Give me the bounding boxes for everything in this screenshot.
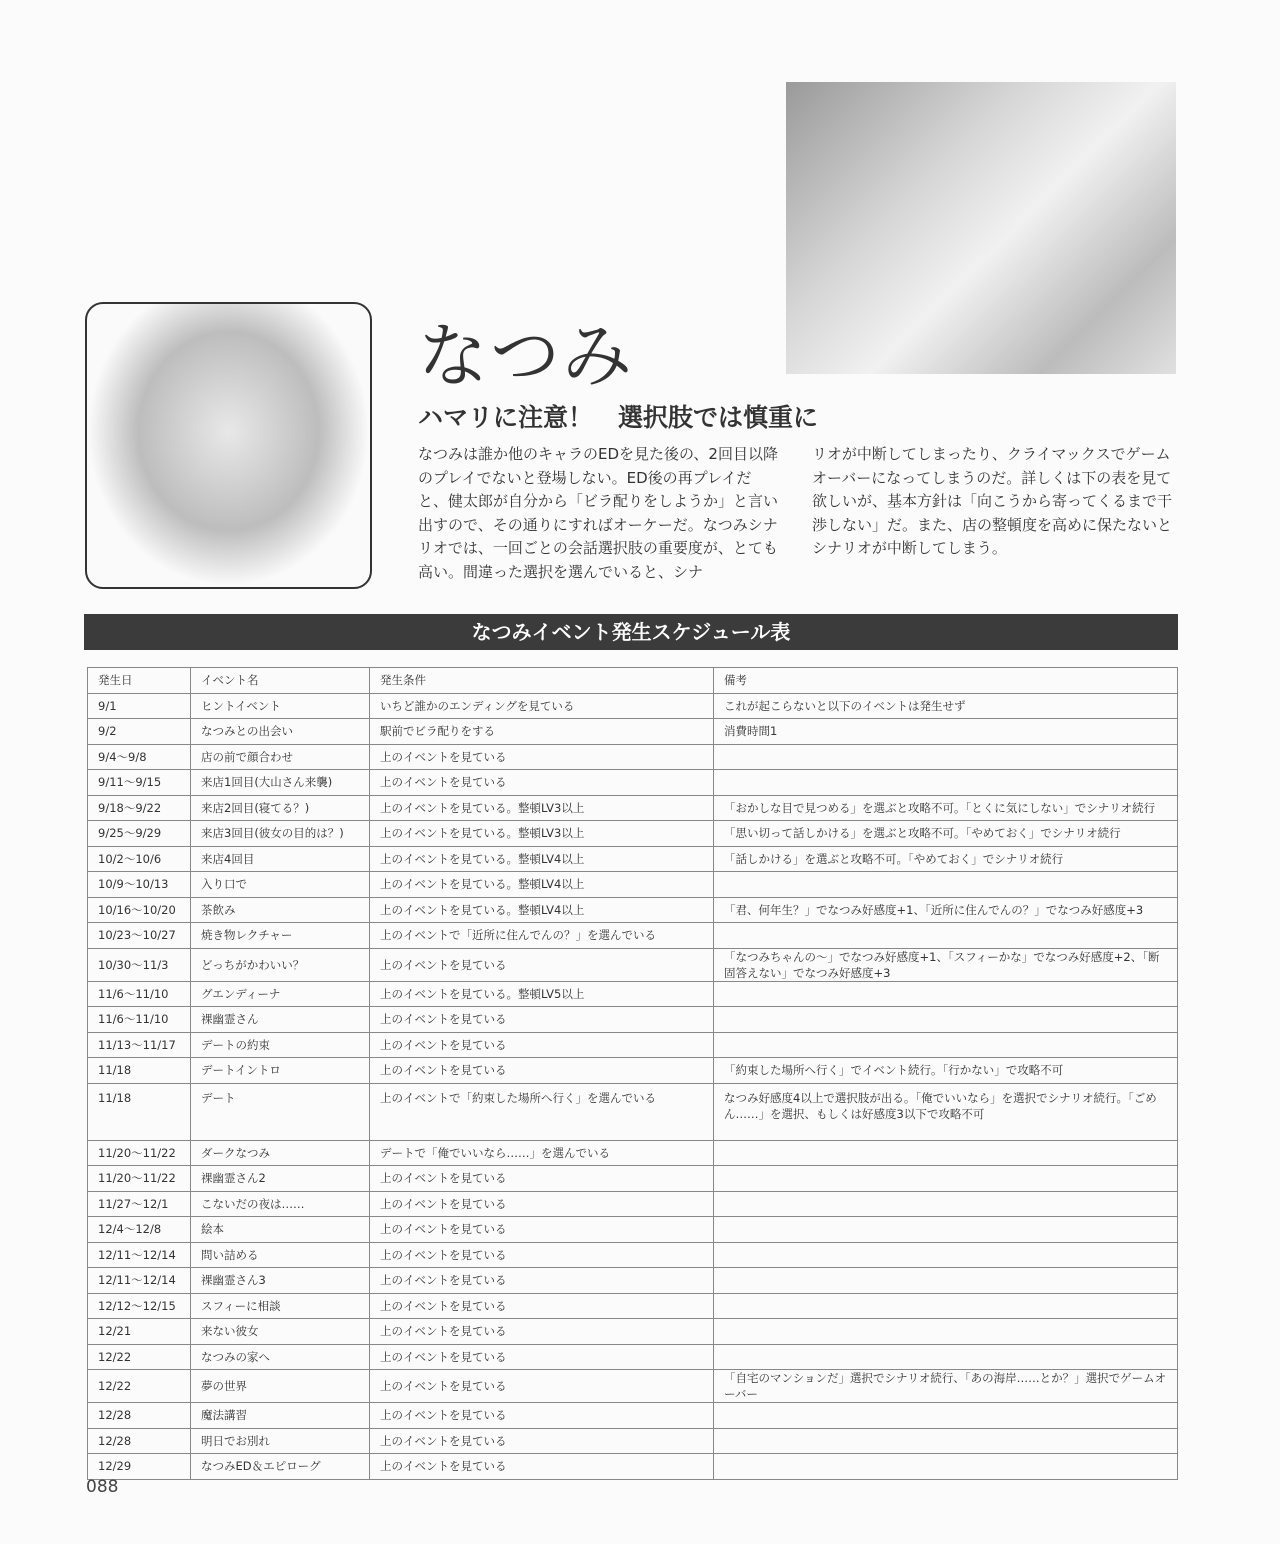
character-portrait <box>85 302 372 589</box>
cell-notes <box>714 1217 1178 1243</box>
cell-condition: 上のイベントを見ている。整頓LV4以上 <box>370 846 714 872</box>
table-header-row <box>88 668 1178 694</box>
cell-notes <box>714 1166 1178 1192</box>
cell-condition: 上のイベントで「近所に住んでんの？」を選んでいる <box>370 923 714 949</box>
cell-notes <box>714 1293 1178 1319</box>
cell-notes <box>714 872 1178 898</box>
cell-date: 11/13〜11/17 <box>88 1032 191 1058</box>
cell-notes <box>714 1032 1178 1058</box>
table-row <box>88 1191 1178 1217</box>
cell-notes <box>714 1319 1178 1345</box>
table-row <box>88 1293 1178 1319</box>
cell-notes: 「思い切って話しかける」を選ぶと攻略不可。「やめておく」でシナリオ続行 <box>714 821 1178 847</box>
cell-condition: 上のイベントを見ている <box>370 1454 714 1480</box>
cell-event: 焼き物レクチャー <box>191 923 370 949</box>
cell-date: 9/1 <box>88 693 191 719</box>
header-event: イベント名 <box>191 668 370 694</box>
cell-date: 12/29 <box>88 1454 191 1480</box>
cell-condition: 上のイベントを見ている <box>370 770 714 796</box>
cell-condition: 上のイベントを見ている <box>370 1344 714 1370</box>
cell-notes <box>714 1007 1178 1033</box>
cell-notes <box>714 1191 1178 1217</box>
cell-condition: 上のイベントを見ている。整頓LV4以上 <box>370 897 714 923</box>
cell-condition: 上のイベントを見ている <box>370 1370 714 1403</box>
cell-date: 12/28 <box>88 1428 191 1454</box>
table-row <box>88 1140 1178 1166</box>
cell-condition: 上のイベントを見ている <box>370 1242 714 1268</box>
cell-event: 来店1回目(大山さん来襲) <box>191 770 370 796</box>
table-row <box>88 719 1178 745</box>
cell-event: なつみED＆エピローグ <box>191 1454 370 1480</box>
cell-event: 来ない彼女 <box>191 1319 370 1345</box>
table-row <box>88 1319 1178 1345</box>
cell-event: グエンディーナ <box>191 981 370 1007</box>
cell-condition: いちど誰かのエンディングを見ている <box>370 693 714 719</box>
cell-date: 11/20〜11/22 <box>88 1140 191 1166</box>
cell-date: 9/25〜9/29 <box>88 821 191 847</box>
table-row <box>88 795 1178 821</box>
cell-date: 11/27〜12/1 <box>88 1191 191 1217</box>
cell-condition: 上のイベントを見ている <box>370 1293 714 1319</box>
cell-condition: 上のイベントを見ている <box>370 1166 714 1192</box>
table-row <box>88 1428 1178 1454</box>
cell-notes: 「おかしな目で見つめる」を選ぶと攻略不可。「とくに気にしない」でシナリオ続行 <box>714 795 1178 821</box>
table-row <box>88 981 1178 1007</box>
cell-date: 12/28 <box>88 1403 191 1429</box>
cell-condition: 駅前でビラ配りをする <box>370 719 714 745</box>
cell-event: こないだの夜は…… <box>191 1191 370 1217</box>
table-row <box>88 1083 1178 1140</box>
cell-condition: 上のイベントを見ている <box>370 1268 714 1294</box>
cell-condition: 上のイベントを見ている <box>370 1319 714 1345</box>
cell-event: 来店2回目(寝てる？) <box>191 795 370 821</box>
cell-date: 9/11〜9/15 <box>88 770 191 796</box>
cell-date: 12/22 <box>88 1344 191 1370</box>
cell-date: 10/30〜11/3 <box>88 948 191 981</box>
cell-notes <box>714 923 1178 949</box>
cell-date: 12/11〜12/14 <box>88 1242 191 1268</box>
cell-event: スフィーに相談 <box>191 1293 370 1319</box>
cell-date: 11/18 <box>88 1058 191 1084</box>
cell-date: 12/22 <box>88 1370 191 1403</box>
cell-notes <box>714 1242 1178 1268</box>
cell-condition: 上のイベントを見ている <box>370 1217 714 1243</box>
cell-condition: 上のイベントを見ている <box>370 1007 714 1033</box>
cell-event: 夢の世界 <box>191 1370 370 1403</box>
header-condition: 発生条件 <box>370 668 714 694</box>
table-row <box>88 1166 1178 1192</box>
table-row <box>88 897 1178 923</box>
cell-date: 12/21 <box>88 1319 191 1345</box>
table-row <box>88 1403 1178 1429</box>
cell-condition: 上のイベントを見ている <box>370 1428 714 1454</box>
table-row <box>88 1007 1178 1033</box>
page-number: 088 <box>86 1477 119 1497</box>
cell-notes: これが起こらないと以下のイベントは発生せず <box>714 693 1178 719</box>
cell-condition: 上のイベントを見ている。整頓LV3以上 <box>370 821 714 847</box>
cell-event: 入り口で <box>191 872 370 898</box>
header-notes: 備考 <box>714 668 1178 694</box>
cell-notes: 「話しかける」を選ぶと攻略不可。「やめておく」でシナリオ続行 <box>714 846 1178 872</box>
cell-condition: 上のイベントを見ている。整頓LV5以上 <box>370 981 714 1007</box>
cell-notes <box>714 1140 1178 1166</box>
cell-date: 10/16〜10/20 <box>88 897 191 923</box>
cell-date: 11/6〜11/10 <box>88 1007 191 1033</box>
character-name: なつみ <box>418 315 634 397</box>
header-date: 発生日 <box>88 668 191 694</box>
table-title: なつみイベント発生スケジュール表 <box>84 614 1178 650</box>
cell-condition: 上のイベントを見ている <box>370 1403 714 1429</box>
cell-date: 9/2 <box>88 719 191 745</box>
cell-notes <box>714 1428 1178 1454</box>
cell-date: 11/6〜11/10 <box>88 981 191 1007</box>
cell-date: 10/9〜10/13 <box>88 872 191 898</box>
cell-notes <box>714 981 1178 1007</box>
cell-event: 来店3回目(彼女の目的は？) <box>191 821 370 847</box>
table-row <box>88 1454 1178 1480</box>
cell-date: 9/4〜9/8 <box>88 744 191 770</box>
cell-condition: 上のイベントを見ている。整頓LV3以上 <box>370 795 714 821</box>
cell-condition: 上のイベントを見ている <box>370 948 714 981</box>
cell-date: 12/11〜12/14 <box>88 1268 191 1294</box>
cell-event: デートの約束 <box>191 1032 370 1058</box>
headline: ハマリに注意！ 選択肢では慎重に <box>418 403 819 432</box>
cell-notes: 「約束した場所へ行く」でイベント続行。「行かない」で攻略不可 <box>714 1058 1178 1084</box>
cell-notes <box>714 744 1178 770</box>
cell-event: 裸幽霊さん2 <box>191 1166 370 1192</box>
cell-notes: 「君、何年生？」でなつみ好感度+1、「近所に住んでんの？」でなつみ好感度+3 <box>714 897 1178 923</box>
table-row <box>88 1217 1178 1243</box>
cell-notes <box>714 1344 1178 1370</box>
table-row <box>88 1268 1178 1294</box>
cell-condition: デートで「俺でいいなら……」を選んでいる <box>370 1140 714 1166</box>
cell-event: ダークなつみ <box>191 1140 370 1166</box>
cell-notes <box>714 770 1178 796</box>
cell-event: 問い詰める <box>191 1242 370 1268</box>
cell-event: 裸幽霊さん <box>191 1007 370 1033</box>
cell-event: 魔法講習 <box>191 1403 370 1429</box>
cell-notes: なつみ好感度4以上で選択肢が出る。「俺でいいなら」を選択でシナリオ続行。「ごめん……」を選択、もしくは好感度3以下で攻略不可 <box>714 1083 1178 1140</box>
cell-condition: 上のイベントを見ている <box>370 1058 714 1084</box>
cell-event: 裸幽霊さん3 <box>191 1268 370 1294</box>
cell-notes <box>714 1403 1178 1429</box>
cell-condition: 上のイベントで「約束した場所へ行く」を選んでいる <box>370 1083 714 1140</box>
table-row <box>88 693 1178 719</box>
cell-date: 12/12〜12/15 <box>88 1293 191 1319</box>
cell-event: 明日でお別れ <box>191 1428 370 1454</box>
table-row <box>88 1058 1178 1084</box>
cell-event: どっちがかわいい？ <box>191 948 370 981</box>
cell-condition: 上のイベントを見ている <box>370 1191 714 1217</box>
cell-notes: 「なつみちゃんの〜」でなつみ好感度+1、「スフィーかな」でなつみ好感度+2、「断固答えない」でなつみ好感度+3 <box>714 948 1178 981</box>
cell-event: なつみの家へ <box>191 1344 370 1370</box>
cell-notes: 「自宅のマンションだ」選択でシナリオ続行、「あの海岸……とか？」選択でゲームオーバー <box>714 1370 1178 1403</box>
cell-condition: 上のイベントを見ている <box>370 1032 714 1058</box>
cell-date: 10/23〜10/27 <box>88 923 191 949</box>
cell-event: 店の前で顔合わせ <box>191 744 370 770</box>
table-row <box>88 846 1178 872</box>
body-text-column-2: リオが中断してしまったり、クライマックスでゲームオーバーになってしまうのだ。詳しくは下の表を見て欲しいが、基本方針は「向こうから寄ってくるまで干渉しない」だ。また、店の整頓度を高めに保たないとシナリオが中断してしまう。 <box>812 445 1173 557</box>
cell-event: 絵本 <box>191 1217 370 1243</box>
table-row <box>88 923 1178 949</box>
cell-event: なつみとの出会い <box>191 719 370 745</box>
cell-event: デートイントロ <box>191 1058 370 1084</box>
cell-notes: 消費時間1 <box>714 719 1178 745</box>
cell-date: 11/20〜11/22 <box>88 1166 191 1192</box>
cell-event: ヒントイベント <box>191 693 370 719</box>
cell-date: 9/18〜9/22 <box>88 795 191 821</box>
cell-notes <box>714 1268 1178 1294</box>
cell-event: 来店4回目 <box>191 846 370 872</box>
event-schedule-table <box>87 667 1178 1480</box>
cell-event: デート <box>191 1083 370 1140</box>
table-row <box>88 770 1178 796</box>
table-row <box>88 872 1178 898</box>
table-row <box>88 1370 1178 1403</box>
cell-date: 10/2〜10/6 <box>88 846 191 872</box>
cell-date: 11/18 <box>88 1083 191 1140</box>
table-row <box>88 821 1178 847</box>
cell-notes <box>714 1454 1178 1480</box>
table-row <box>88 744 1178 770</box>
table-row <box>88 1344 1178 1370</box>
table-row <box>88 948 1178 981</box>
cell-date: 12/4〜12/8 <box>88 1217 191 1243</box>
table-row <box>88 1242 1178 1268</box>
body-text-column-1: なつみは誰か他のキャラのEDを見た後の、2回目以降のプレイでないと登場しない。ED後の再プレイだと、健太郎が自分から「ビラ配りをしようか」と言い出すので、その通りにすればオーケーだ。なつみシナリオでは、一回ごとの会話選択肢の重要度が、とても高い。間違った選択を選んでいると、シナ <box>418 445 779 581</box>
cell-condition: 上のイベントを見ている。整頓LV4以上 <box>370 872 714 898</box>
cell-event: 茶飲み <box>191 897 370 923</box>
table-row <box>88 1032 1178 1058</box>
cell-condition: 上のイベントを見ている <box>370 744 714 770</box>
character-illustration <box>786 82 1176 374</box>
